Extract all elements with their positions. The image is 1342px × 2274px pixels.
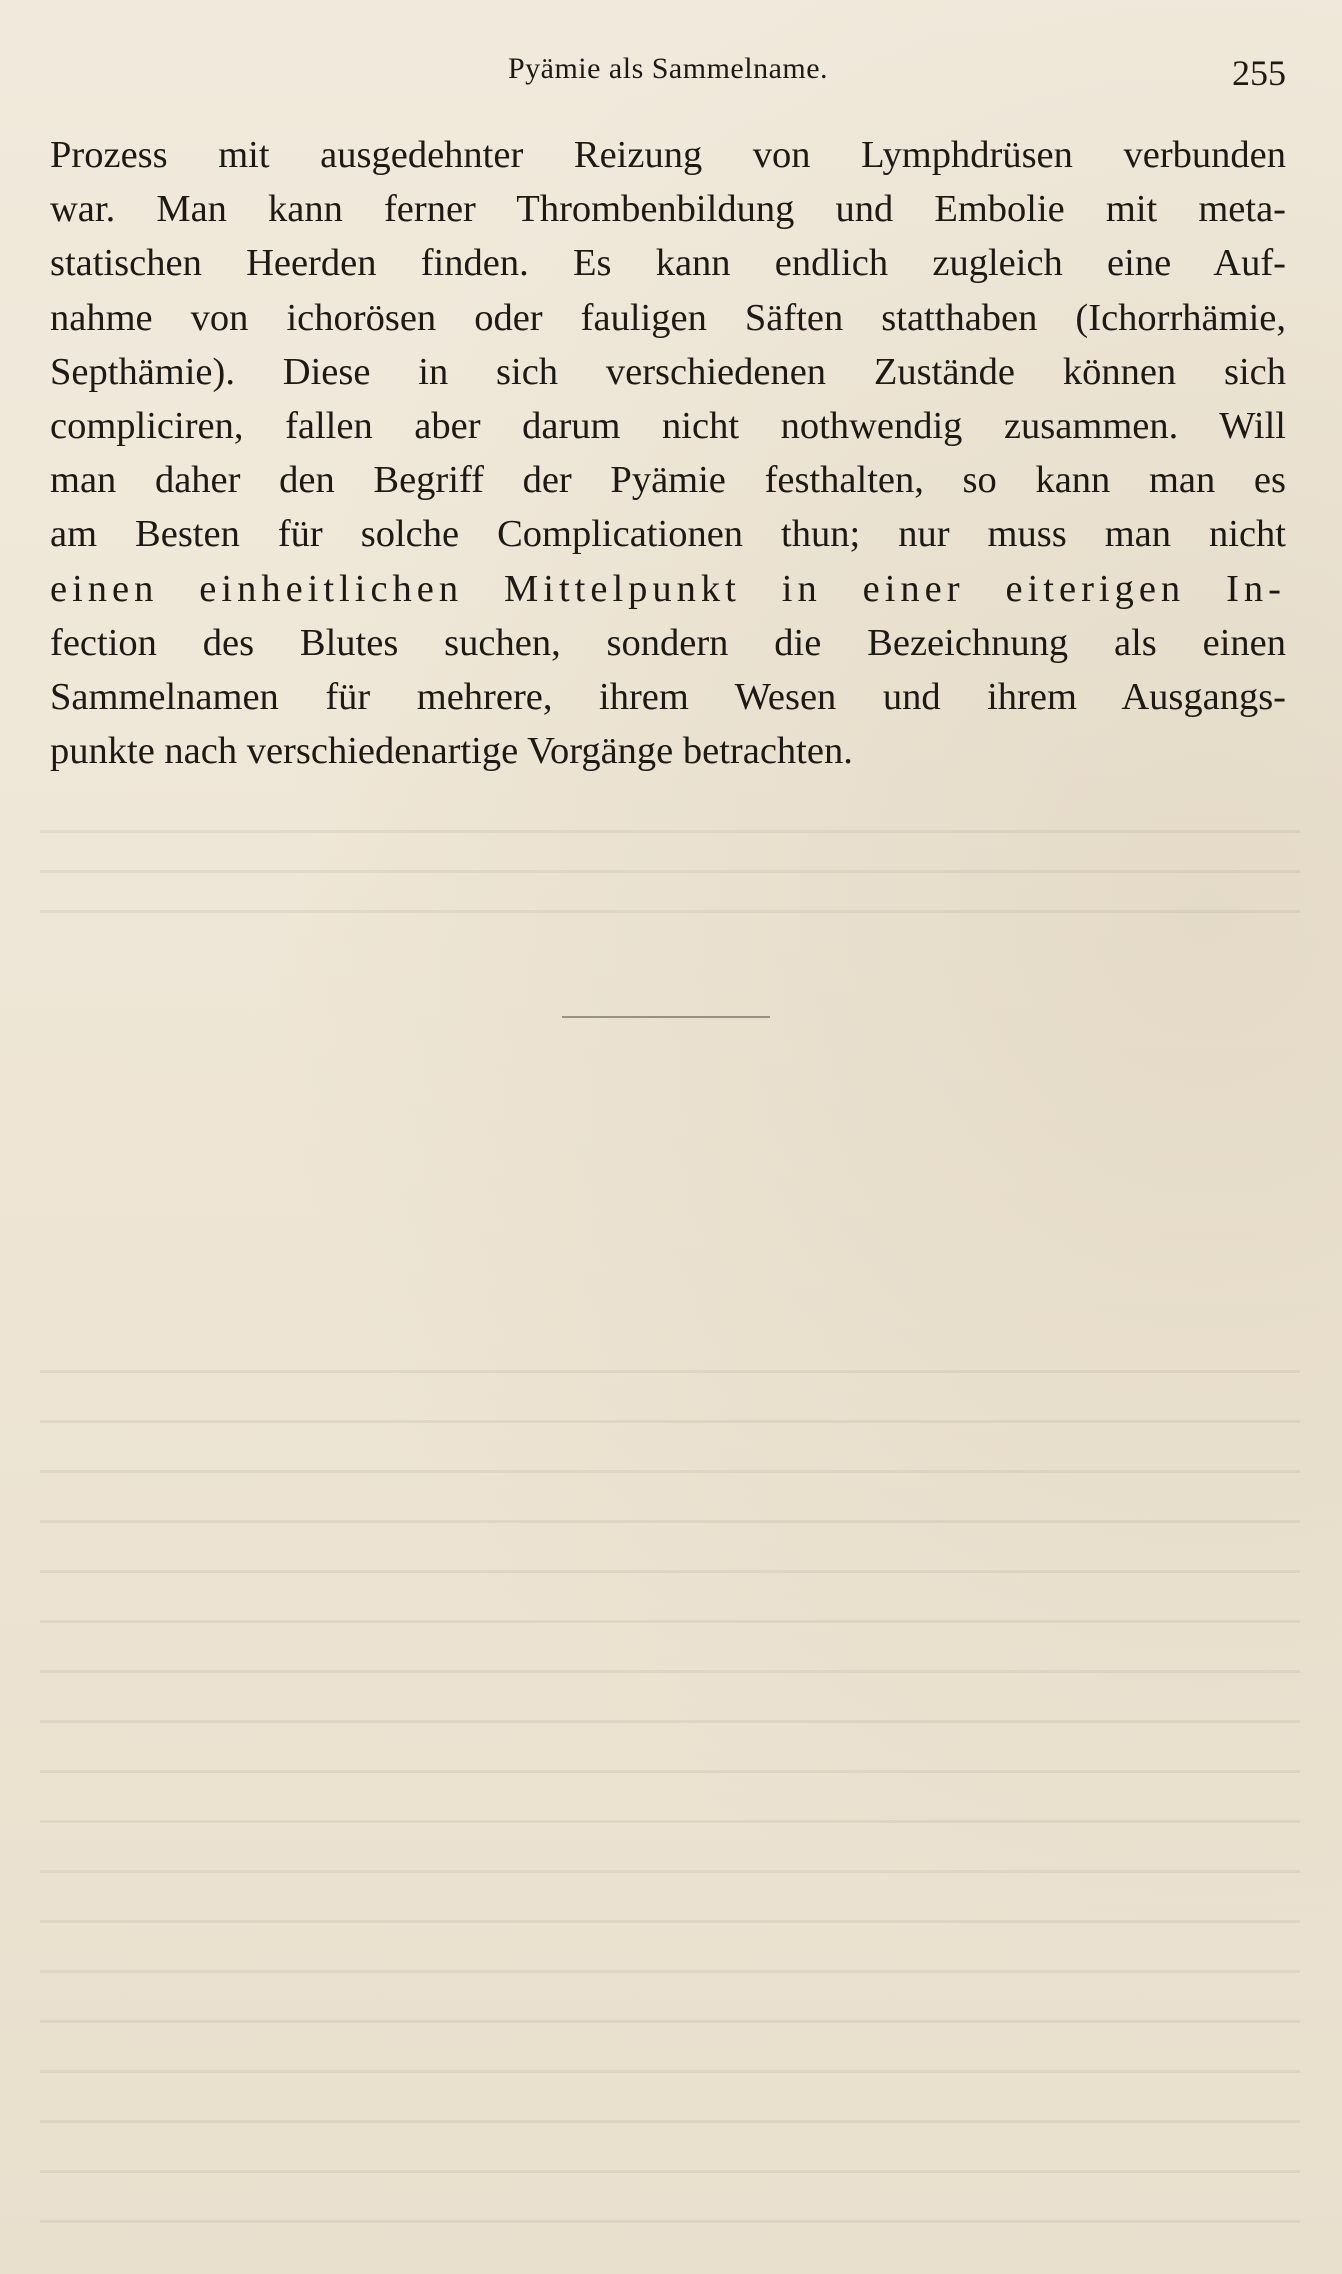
show-through-line [40, 2120, 1300, 2123]
show-through-line [40, 2220, 1300, 2223]
text-line: compliciren, fallen aber darum nicht nothwendig zusammen. Will [50, 404, 1286, 447]
running-head [50, 52, 1286, 102]
show-through-line [40, 870, 1300, 873]
page-number: 255 [1232, 53, 1286, 93]
text-line: am Besten für solche Complicationen thun; nur muss man nicht [50, 513, 1286, 556]
show-through-line [40, 1470, 1300, 1473]
text-line: war. Man kann ferner Thrombenbildung und Embolie mit meta- [50, 188, 1286, 231]
show-through-line [40, 1820, 1300, 1823]
show-through-line [40, 1570, 1300, 1573]
body-paragraph [50, 128, 1286, 778]
show-through-line [40, 1970, 1300, 1973]
text-line: nahme von ichorösen oder fauligen Säften statthaben (Ichorrhämie, [50, 296, 1286, 339]
show-through-line [40, 1370, 1300, 1373]
show-through-line [40, 910, 1300, 913]
show-through-line [40, 1920, 1300, 1923]
section-divider-rule [562, 1016, 770, 1018]
text-line-last: punkte nach verschiedenartige Vorgänge betrachten. [50, 730, 853, 773]
text-line: fection des Blutes suchen, sondern die Bezeichnung als einen [50, 621, 1286, 664]
show-through-line [40, 1870, 1300, 1873]
show-through-line [40, 1520, 1300, 1523]
show-through-line [40, 1420, 1300, 1423]
show-through-line [40, 1770, 1300, 1773]
text-line: Septhämie). Diese in sich verschiedenen Zustände können sich [50, 350, 1286, 393]
show-through-line [40, 2170, 1300, 2173]
show-through-line [40, 2070, 1300, 2073]
show-through-line [40, 1620, 1300, 1623]
text-line: Prozess mit ausgedehnter Reizung von Lymphdrüsen verbunden [50, 134, 1286, 176]
text-line: Sammelnamen für mehrere, ihrem Wesen und ihrem Ausgangs- [50, 675, 1286, 718]
show-through-line [40, 830, 1300, 833]
text-line: man daher den Begriff der Pyämie festhalten, so kann man es [50, 459, 1286, 502]
text-line-spaced: einen einheitlichen Mittelpunkt in einer eiterigen In- [50, 567, 1286, 610]
show-through-line [40, 2020, 1300, 2023]
show-through-line [40, 1720, 1300, 1723]
text-line: statischen Heerden finden. Es kann endlich zugleich eine Auf- [50, 242, 1286, 285]
show-through-line [40, 1670, 1300, 1673]
running-title: Pyämie als Sammelname. [507, 52, 829, 85]
